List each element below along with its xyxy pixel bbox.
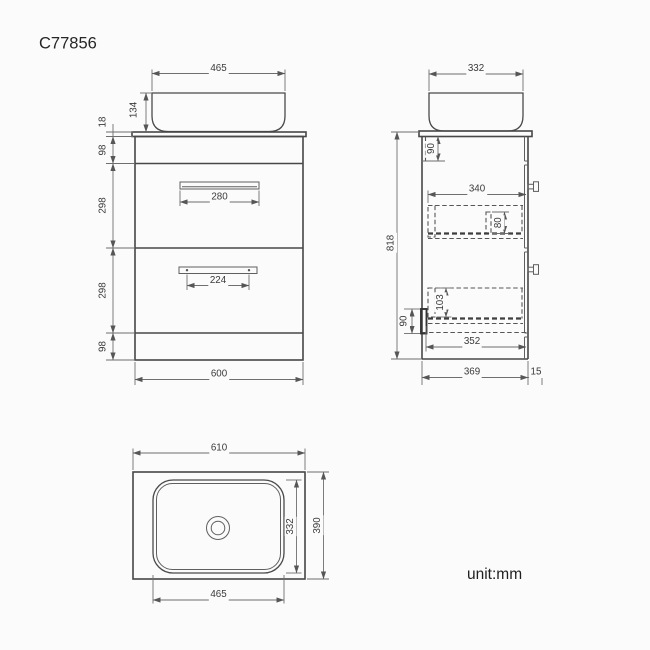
upper-drawer-handle <box>180 182 259 189</box>
lower-drawer-handle <box>179 267 257 274</box>
side-view <box>385 63 543 386</box>
dim-side-cabinet-depth: 369 <box>463 366 481 378</box>
dim-side-back-rail-height: 90 <box>426 143 437 154</box>
dim-front-cabinet-width: 600 <box>210 368 228 380</box>
dim-front-basin-height: 134 <box>128 101 140 119</box>
plan-view <box>133 442 329 604</box>
dim-plan-countertop-width: 610 <box>210 442 228 454</box>
dim-side-bottom-panel-depth: 352 <box>463 336 481 347</box>
dim-side-lower-box-height: 103 <box>435 294 446 311</box>
dim-plan-countertop-depth: 390 <box>312 517 323 534</box>
plan-basin-inner-rim <box>157 484 281 570</box>
dim-front-countertop-thickness: 18 <box>97 116 109 128</box>
dim-front-lower-drawer-height: 298 <box>97 282 109 299</box>
dim-front-upper-drawer-height: 298 <box>97 197 109 214</box>
lower-knob <box>528 265 539 275</box>
drawing-code: C77856 <box>39 34 97 53</box>
dim-side-overall-height: 818 <box>385 234 397 252</box>
front-view <box>97 63 306 386</box>
dim-plan-basin-depth: 332 <box>285 518 296 535</box>
side-basin-outline <box>429 93 523 131</box>
plan-countertop <box>133 472 305 579</box>
drain-inner <box>211 521 225 535</box>
dim-plan-basin-width: 465 <box>210 589 227 600</box>
dim-side-upper-box-height: 80 <box>493 217 504 229</box>
dim-side-handle-projection: 15 <box>530 366 542 378</box>
dim-front-plinth-height: 98 <box>97 341 109 352</box>
upper-knob <box>528 182 539 192</box>
drain-outer <box>207 517 230 540</box>
plan-basin-outer-rim <box>153 480 284 573</box>
dim-front-top-rail-height: 98 <box>97 144 109 156</box>
dim-front-upper-handle-width: 280 <box>211 191 228 203</box>
dim-side-bottom-rail-height: 90 <box>398 315 410 327</box>
dim-front-basin-width: 465 <box>210 63 227 74</box>
dim-front-lower-handle-spacing: 224 <box>209 275 227 286</box>
unit-label: unit:mm <box>467 566 523 583</box>
dim-side-drawer-box-depth: 340 <box>468 183 486 195</box>
front-basin-outline <box>152 93 285 132</box>
side-countertop <box>419 131 532 137</box>
dim-side-basin-depth: 332 <box>467 63 485 74</box>
